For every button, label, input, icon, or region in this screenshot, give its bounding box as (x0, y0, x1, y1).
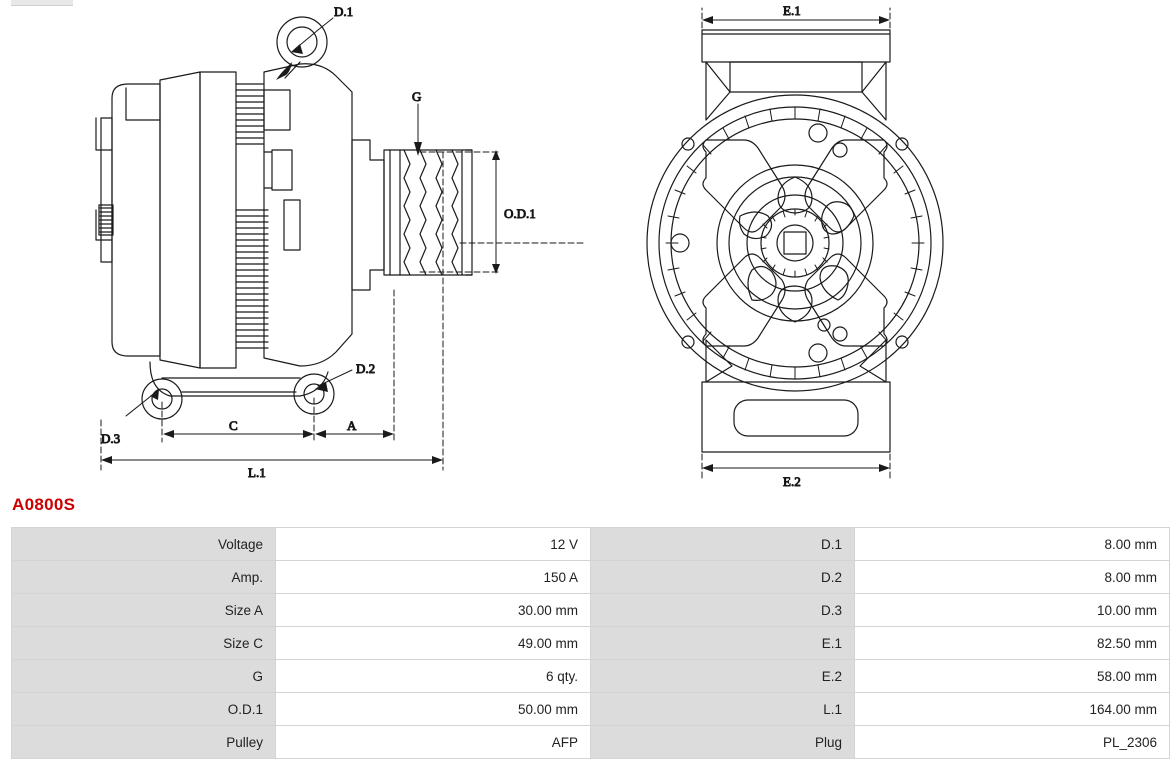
table-row (12, 528, 1170, 561)
spec-value-plug: PL_2306 (855, 726, 1170, 759)
label-d2: D.2 (356, 361, 376, 376)
spec-label-d3: D.3 (591, 594, 855, 627)
side-view-dimensions (101, 4, 585, 480)
label-g: G (412, 89, 422, 104)
spec-label-d2: D.2 (591, 561, 855, 594)
spec-value-d2: 8.00 mm (855, 561, 1170, 594)
spec-value-e1: 82.50 mm (855, 627, 1170, 660)
spec-label-l1: L.1 (591, 693, 855, 726)
side-view-group (96, 17, 472, 419)
table-row (12, 561, 1170, 594)
label-d1: D.1 (334, 4, 354, 19)
label-a: A (347, 418, 357, 433)
table-row (12, 660, 1170, 693)
table-row (12, 594, 1170, 627)
table-row (12, 693, 1170, 726)
spec-label-pulley: Pulley (12, 726, 276, 759)
spec-label-e2: E.2 (591, 660, 855, 693)
spec-label-plug: Plug (591, 726, 855, 759)
label-e1: E.1 (783, 3, 801, 18)
front-view-group (647, 30, 943, 452)
spec-value-amp: 150 A (276, 561, 591, 594)
spec-label-e1: E.1 (591, 627, 855, 660)
spec-value-voltage: 12 V (276, 528, 591, 561)
spec-label-od1: O.D.1 (12, 693, 276, 726)
spec-label-amp: Amp. (12, 561, 276, 594)
spec-label-voltage: Voltage (12, 528, 276, 561)
label-c: C (229, 418, 238, 433)
spec-value-size-a: 30.00 mm (276, 594, 591, 627)
spec-label-g: G (12, 660, 276, 693)
spec-value-d1: 8.00 mm (855, 528, 1170, 561)
part-number: A0800S (12, 495, 76, 514)
label-od1: O.D.1 (504, 206, 536, 221)
spec-value-d3: 10.00 mm (855, 594, 1170, 627)
spec-value-g: 6 qty. (276, 660, 591, 693)
specification-table (11, 527, 1170, 759)
label-l1: L.1 (248, 465, 266, 480)
spec-label-size-a: Size A (12, 594, 276, 627)
label-e2: E.2 (783, 474, 801, 489)
table-row (12, 627, 1170, 660)
spec-value-l1: 164.00 mm (855, 693, 1170, 726)
spec-label-d1: D.1 (591, 528, 855, 561)
table-row (12, 726, 1170, 759)
spec-value-pulley: AFP (276, 726, 591, 759)
spec-value-e2: 58.00 mm (855, 660, 1170, 693)
label-d3: D.3 (101, 431, 121, 446)
spec-label-size-c: Size C (12, 627, 276, 660)
spec-value-size-c: 49.00 mm (276, 627, 591, 660)
spec-value-od1: 50.00 mm (276, 693, 591, 726)
